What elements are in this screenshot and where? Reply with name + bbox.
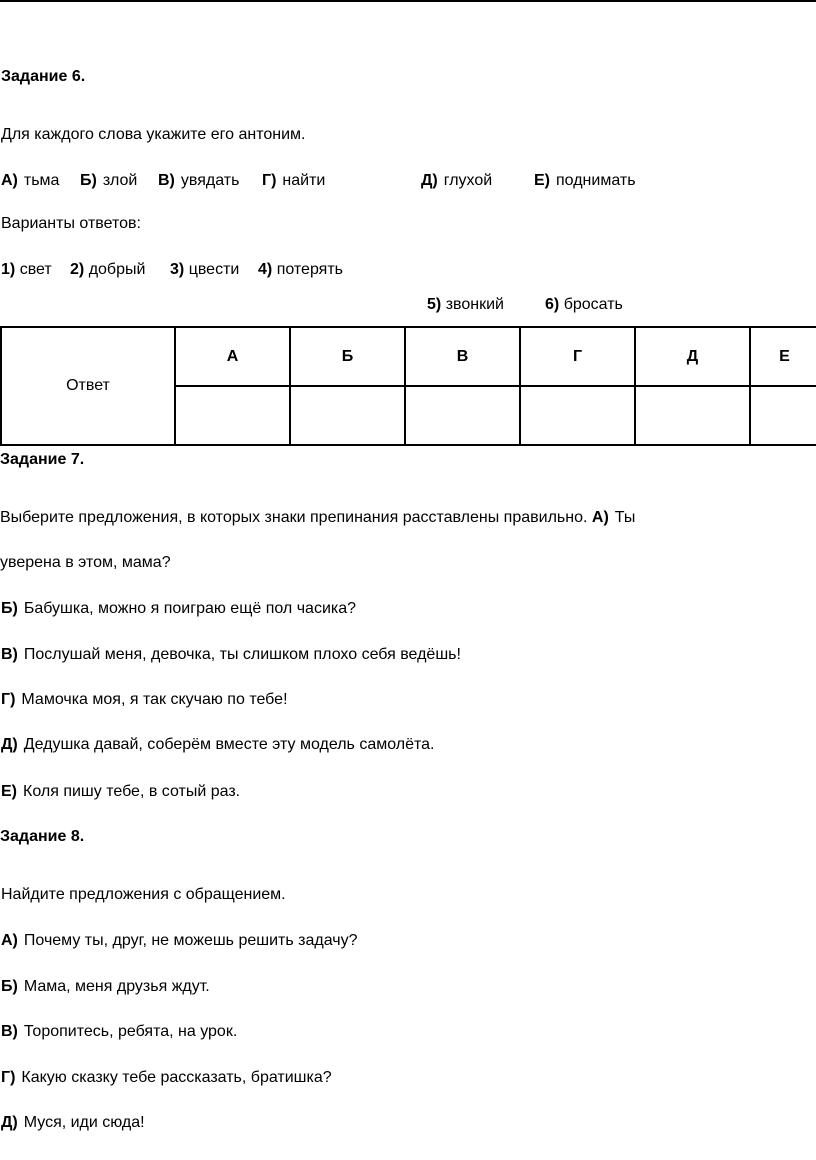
option-4: 4) потерять (258, 261, 343, 278)
option-2: 2) добрый (70, 261, 146, 278)
task7-item-a-cont: уверена в этом, мама? (0, 554, 171, 571)
task8-item-v: В) Торопитесь, ребята, на урок. (1, 1023, 238, 1040)
task8-title: Задание 8. (0, 828, 85, 845)
task7-item-b: Б) Бабушка, можно я поиграю ещё пол часика? (1, 600, 357, 617)
word-e: Е) поднимать (534, 172, 636, 189)
task8-item-d: Д) Муся, иди сюда! (1, 1114, 145, 1131)
answer-col-d: Д (635, 327, 750, 386)
option-3: 3) цвести (170, 261, 240, 278)
word-v: В) увядать (158, 172, 240, 189)
task7-item-g: Г) Мамочка моя, я так скучаю по тебе! (1, 691, 288, 708)
word-b: Б) злой (80, 172, 138, 189)
top-rule (0, 0, 816, 2)
task7-item-v: В) Послушай меня, девочка, ты слишком плохо себя ведёшь! (1, 646, 461, 663)
task7-instruction: Выберите предложения, в которых знаки препинания расставлены правильно. А) Ты (0, 509, 636, 526)
answer-col-b: Б (290, 327, 405, 386)
task7-item-e: Е) Коля пишу тебе, в сотый раз. (1, 783, 241, 800)
word-d: Д) глухой (421, 172, 493, 189)
answer-row-label: Ответ (1, 327, 175, 445)
option-6: 6) бросать (545, 296, 623, 313)
option-5: 5) звонкий (427, 296, 504, 313)
answer-cell-b[interactable] (290, 386, 405, 445)
answer-cell-v[interactable] (405, 386, 520, 445)
task8-item-a: А) Почему ты, друг, не можешь решить задачу? (1, 932, 358, 949)
answer-col-e: Е (750, 327, 816, 386)
task8-item-b: Б) Мама, меня друзья ждут. (1, 978, 210, 995)
answer-col-v: В (405, 327, 520, 386)
options-title: Варианты ответов: (1, 215, 141, 232)
answer-cell-g[interactable] (520, 386, 635, 445)
word-a: А) тьма (1, 172, 60, 189)
task6-instruction: Для каждого слова укажите его антоним. (1, 126, 306, 143)
task7-title: Задание 7. (0, 451, 85, 468)
answer-cell-d[interactable] (635, 386, 750, 445)
option-1: 1) свет (1, 261, 52, 278)
task6-title: Задание 6. (1, 68, 86, 85)
answer-col-g: Г (520, 327, 635, 386)
answer-col-a: А (175, 327, 290, 386)
answer-cell-e[interactable] (750, 386, 816, 445)
answer-cell-a[interactable] (175, 386, 290, 445)
task8-instruction: Найдите предложения с обращением. (1, 886, 286, 903)
task7-item-d: Д) Дедушка давай, соберём вместе эту модель самолёта. (1, 736, 435, 753)
word-g: Г) найти (262, 172, 326, 189)
answer-table (0, 326, 816, 446)
task8-item-g: Г) Какую сказку тебе рассказать, братишка? (1, 1069, 332, 1086)
